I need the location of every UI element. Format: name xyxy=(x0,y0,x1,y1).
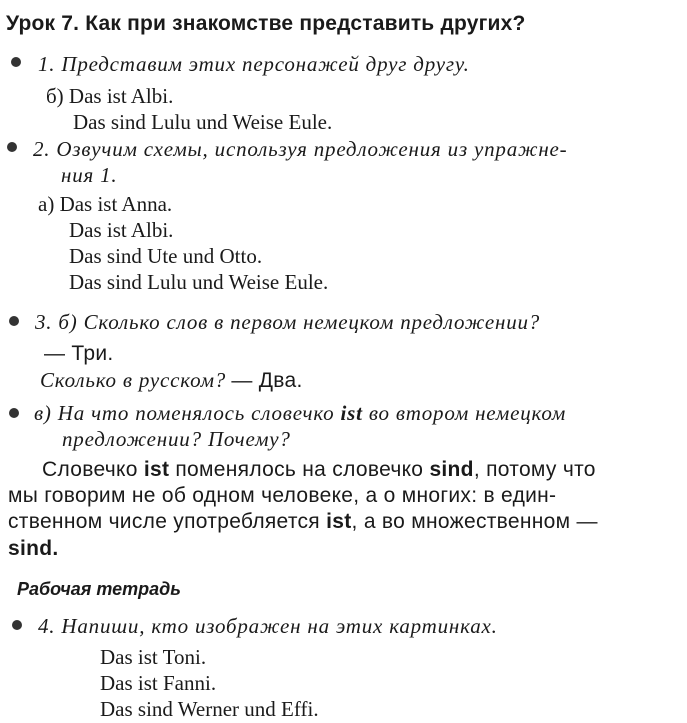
task3v-prompt-line2: предложении? Почему? xyxy=(62,427,291,451)
page-title: Урок 7. Как при знакомстве представить других? xyxy=(6,12,526,35)
answer-line-2: мы говорим не об одном человеке, а о многих: в един- xyxy=(8,484,557,507)
task3-question-2: Сколько в русском? xyxy=(40,368,227,392)
answer-line-4: sind. xyxy=(8,537,59,560)
task2-prompt-line2: ния 1. xyxy=(61,163,118,187)
task3v-prompt-text: во втором немецком xyxy=(362,401,567,425)
task2-line: Das sind Ute und Otto. xyxy=(69,244,263,268)
task2-line: Das sind Lulu und Weise Eule. xyxy=(69,270,329,294)
keyword-ist: ist xyxy=(340,401,363,425)
task3-line-2 xyxy=(40,367,303,394)
task3-answer-2: — Два. xyxy=(231,369,303,392)
answer-text: , потому что xyxy=(473,458,596,481)
task1-prompt: 1. Представим этих персонажей друг другу. xyxy=(38,52,470,76)
answer-line-1 xyxy=(42,457,596,483)
task3v-prompt-line1 xyxy=(34,400,566,426)
task3-answer-1: — Три. xyxy=(44,342,114,365)
task4-line: Das ist Fanni. xyxy=(100,671,217,695)
task2-line: а) Das ist Anna. xyxy=(38,192,173,216)
task2-prompt-line1: 2. Озвучим схемы, используя предложения из упражне- xyxy=(33,137,568,161)
task3v-prompt-text: в) На что поменялось словечко xyxy=(34,401,341,425)
answer-text: , а во множественном — xyxy=(351,510,598,533)
answer-text: ственном числе употребляется xyxy=(8,510,327,533)
workbook-heading: Рабочая тетрадь xyxy=(17,579,181,599)
answer-text: поменялось на словечко xyxy=(169,458,430,481)
bullet-icon xyxy=(7,142,17,152)
bullet-icon xyxy=(11,57,21,67)
answer-line-3 xyxy=(8,509,598,535)
keyword-sind: sind xyxy=(429,458,474,481)
keyword-ist: ist xyxy=(143,458,170,481)
keyword-ist: ist xyxy=(326,510,352,533)
task1-line: Das sind Lulu und Weise Eule. xyxy=(73,110,333,134)
task1-line: б) Das ist Albi. xyxy=(46,84,174,108)
task3-prompt: 3. б) Сколько слов в первом немецком предложении? xyxy=(35,310,541,334)
task2-line: Das ist Albi. xyxy=(69,218,174,242)
bullet-icon xyxy=(12,620,22,630)
bullet-icon xyxy=(9,408,19,418)
task4-prompt: 4. Напиши, кто изображен на этих картинках. xyxy=(38,614,498,638)
task4-line: Das sind Werner und Effi. xyxy=(100,697,319,721)
task4-line: Das ist Toni. xyxy=(100,645,207,669)
bullet-icon xyxy=(9,316,19,326)
answer-text: Словечко xyxy=(42,458,144,481)
